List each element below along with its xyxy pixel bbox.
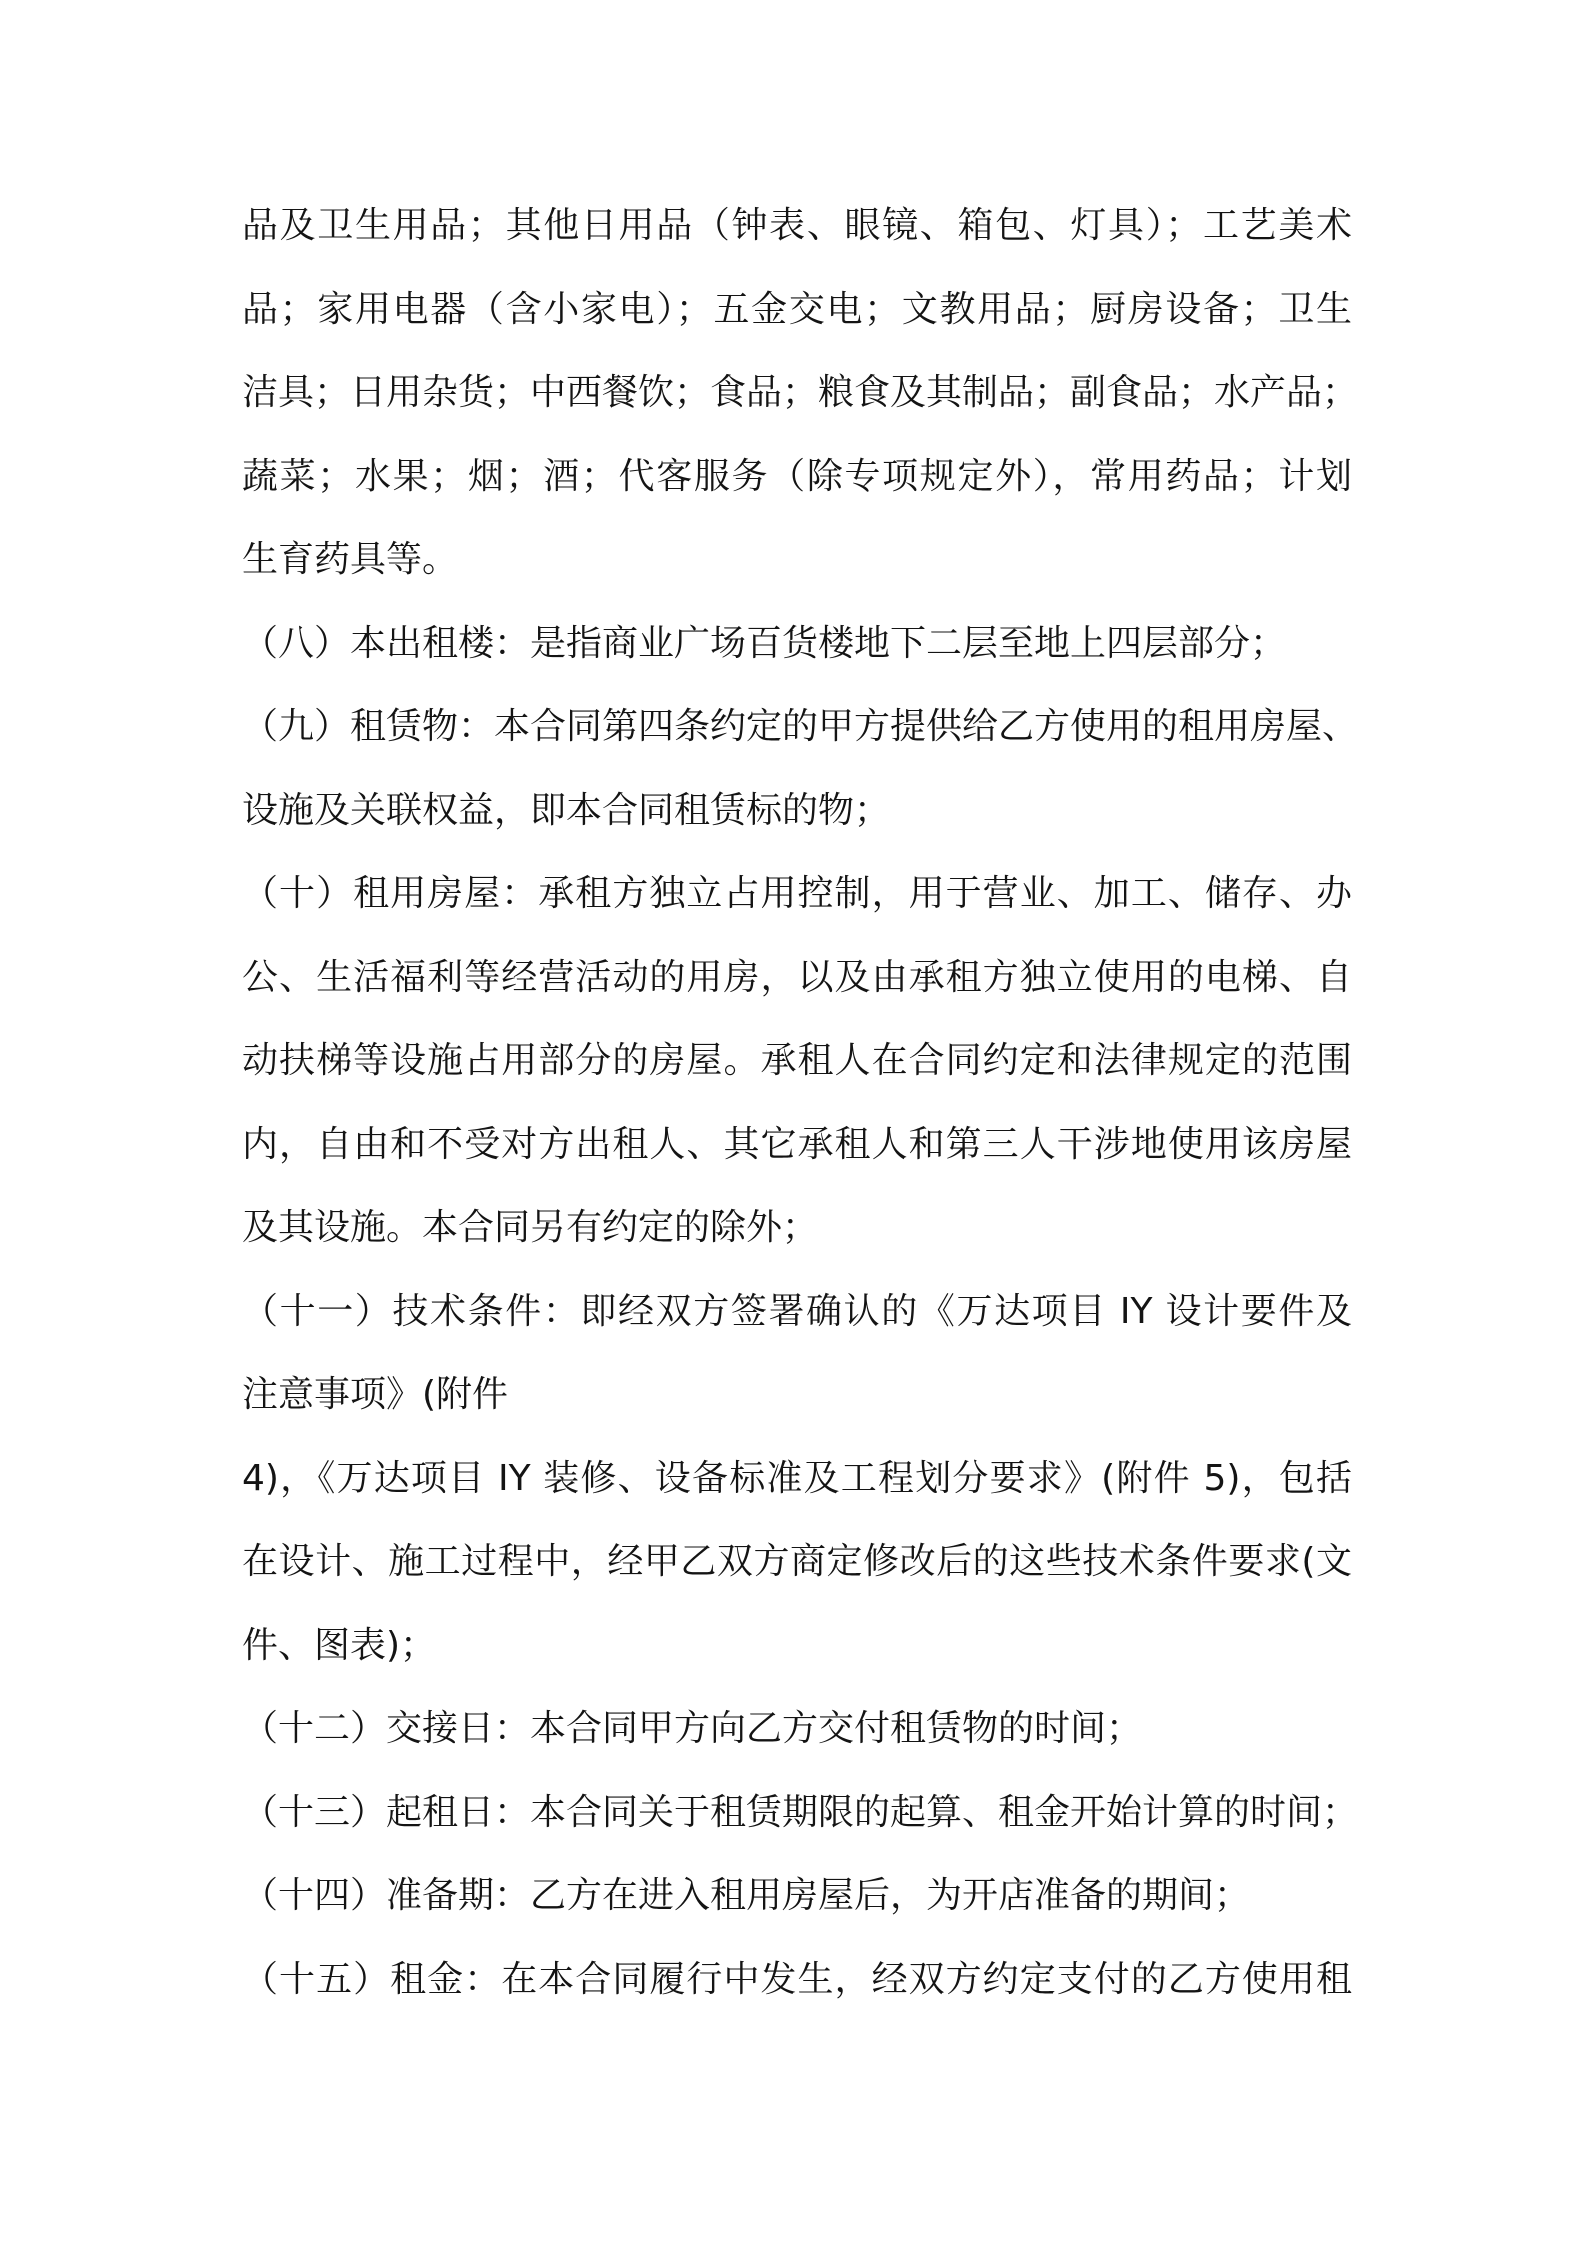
text-line: 在设计、施工过程中，经甲乙双方商定修改后的这些技术条件要求(文	[242, 1541, 1352, 1582]
contract-text-body	[242, 198, 1359, 2035]
clause-11-definition: （十一）技术条件：即经双方签署确认的《万达项目 IY 设计要件及	[242, 1290, 1352, 1332]
text-line: 品；家用电器（含小家电）；五金交电；文教用品；厨房设备；卫生	[242, 288, 1352, 330]
text-line: 设施及关联权益，即本合同租赁标的物；	[242, 789, 891, 831]
text-line: 洁具；日用杂货；中西餐饮；食品；粮食及其制品；副食品；水产品；	[242, 372, 1359, 413]
clause-9-definition: （九）租赁物：本合同第四条约定的甲方提供给乙方使用的租用房屋、	[242, 706, 1359, 747]
clause-12-definition: （十二）交接日：本合同甲方向乙方交付租赁物的时间；	[242, 1708, 1143, 1749]
text-line: 注意事项》(附件	[242, 1374, 509, 1415]
text-line: 蔬菜；水果；烟；酒；代客服务（除专项规定外），常用药品；计划	[242, 455, 1352, 497]
text-line: 及其设施。本合同另有约定的除外；	[242, 1207, 819, 1248]
text-line: 品及卫生用品；其他日用品（钟表、眼镜、箱包、灯具）；工艺美术	[242, 205, 1352, 246]
clause-15-definition: （十五）租金：在本合同履行中发生，经双方约定支付的乙方使用租	[242, 1958, 1352, 2000]
text-line: 件、图表)；	[242, 1624, 437, 1666]
text-line: 生育药具等。	[242, 539, 459, 580]
text-line: 内，自由和不受对方出租人、其它承租人和第三人干涉地使用该房屋	[242, 1123, 1352, 1165]
clause-13-definition: （十三）起租日：本合同关于租赁期限的起算、租金开始计算的时间；	[242, 1791, 1359, 1833]
text-line: 4)，《万达项目 IY 装修、设备标准及工程划分要求》(附件 5)，包括	[242, 1457, 1352, 1499]
clause-10-definition: （十）租用房屋：承租方独立占用控制，用于营业、加工、储存、办	[242, 873, 1352, 914]
text-line: 公、生活福利等经营活动的用房，以及由承租方独立使用的电梯、自	[242, 956, 1352, 998]
clause-8-definition: （八）本出租楼：是指商业广场百货楼地下二层至地上四层部分；	[242, 622, 1287, 664]
text-line: 动扶梯等设施占用部分的房屋。承租人在合同约定和法律规定的范围	[242, 1040, 1352, 1081]
clause-14-definition: （十四）准备期：乙方在进入租用房屋后，为开店准备的期间；	[242, 1875, 1251, 1916]
